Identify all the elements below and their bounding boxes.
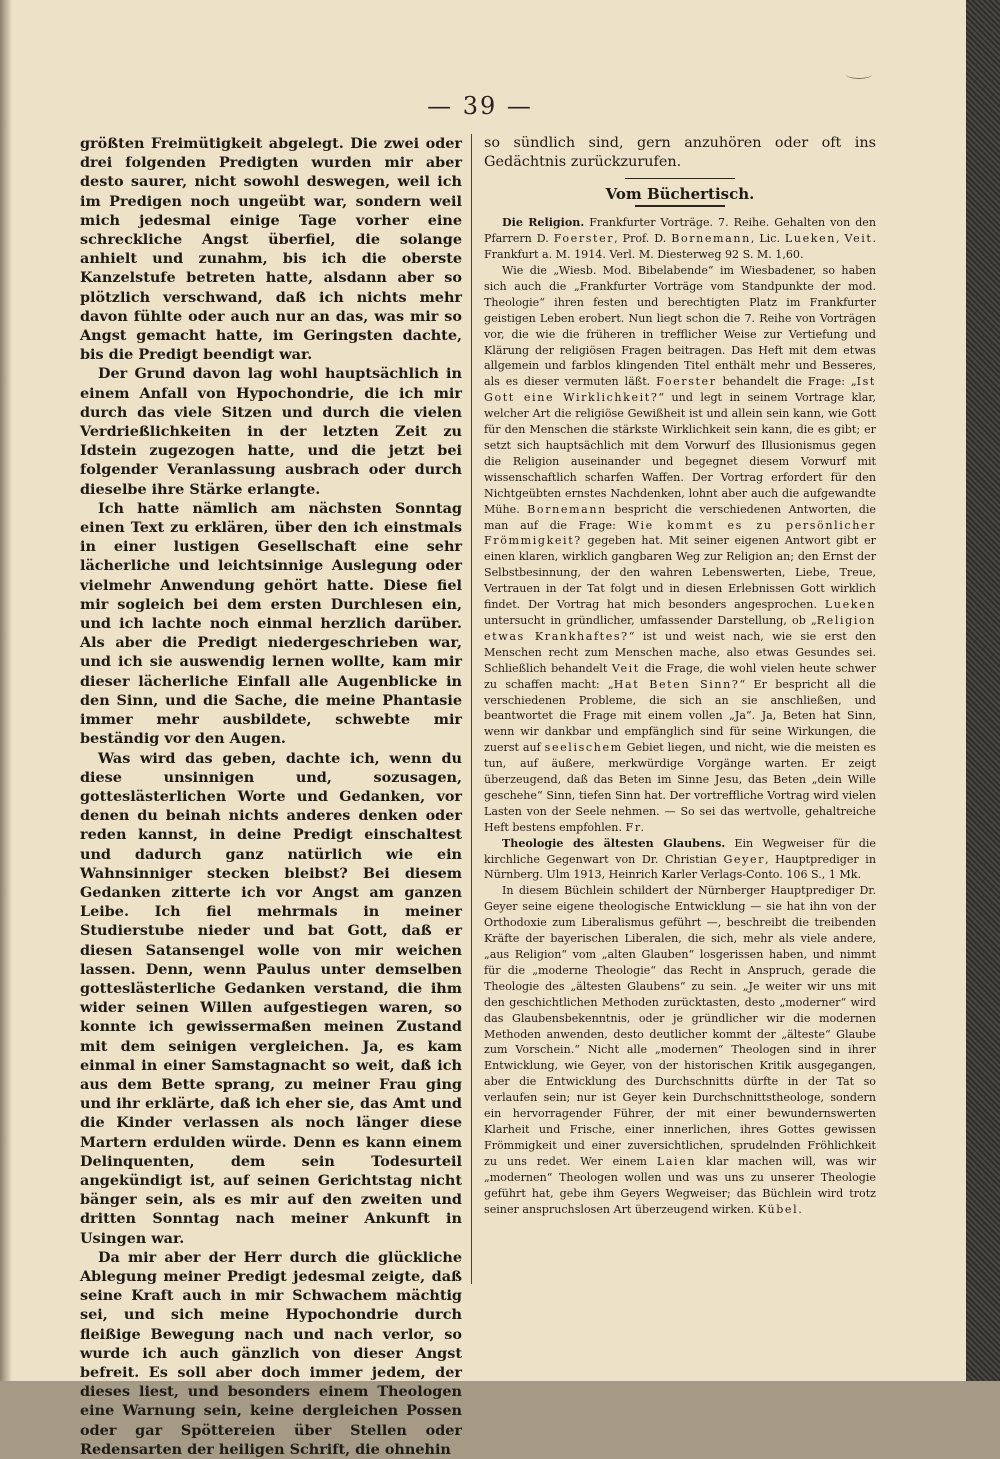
review-2-text: In diesem Büchlein schildert der Nürnberger Hauptprediger Dr. Geyer seine eigene theologische Entwicklung — sie hat ihn von der Orthodoxie zum Liberalismus geführt —, beschreibt die treibenden Kräfte der bayerischen Liberalen, die sich, mehr als viele andere, „aus Religion“ vom „alten Glauben“ losgerissen haben, und nimmt für die „moderne Theologie“ das Recht in Anspruch, gerade die Theologie des „ältesten Glaubens“ zu sein. „Je weiter wir uns mit den geschichtlichen Methoden zurücktasten, desto „moderner“ wird das Glaubensbekenntnis, oder je gründlicher wir die modernen Methoden anwenden, desto deutlicher kommt der „älteste“ Glaube zum Vorschein.“ Nicht alle „modernen“ Theologen sind in ihrer Entwicklung, wie Geyer, von der historischen Kritik ausgegangen, aber die Entwicklung des Durchschnitts dürfte in der Tat so verlaufen sein; nur ist Geyer kein Durchschnittstheologe, sondern ein hervorragender Führer, der mit einer bewundernswerten Klarheit und Frische, einer innerlichen, ihres Gottes gewissen Frömmigkeit und einer zuversichtlichen, sprudelnden Fröhlichkeit zu uns redet. Wer einem bbox=[484, 884, 876, 1168]
left-paragraph-4: Was wird das geben, dachte ich, wenn du diese unsinnigen und, sozusagen, gotteslästerlichen Worte und Gedanken, vor denen du beinah nichts anderes denken oder reden kannst, in deine Predigt einschaltest und dadurch ganz natürlich wie ein Wahnsinniger stecken bleibst? Bei diesem Gedanken zitterte ich vor Angst am ganzen Leibe. Ich fiel mehrmals in meiner Studierstube nieder und bat Gott, daß er diesen Satansengel wolle von mir weichen lassen. Denn, wenn Paulus unter demselben gotteslästerliche Gedanken verstand, die ihm wider seinen Willen aufgestiegen waren, so konnte ich gewissermaßen meinen Zustand mit dem seinigen vergleichen. Ja, es kam einmal in einer Samstagnacht so weit, daß ich aus dem Bette sprang, zu meiner Frau ging und ihr erklärte, daß ich eher sie, das Amt und die Kinder verlassen als noch länger diese Martern erdulden würde. Denn es kann einem Delinquenten, dem sein Todesurteil angekündigt ist, auf seinen Gerichtstag nicht bänger sein, als es mir auf den zweiten und dritten Sonntag nach meiner Ankunft in Usingen war. bbox=[80, 749, 462, 1247]
author-geyer: Geyer bbox=[723, 852, 766, 866]
left-paragraph-3: Ich hatte nämlich am nächsten Sonntag einen Text zu erklären, über den ich einstmals in einer lustigen Gesellschaft eine sehr lächerliche und leichtsinnige Auslegung oder vielmehr Anwendung gehört hatte. Diese fiel mir sogleich bei dem ersten Durchlesen ein, und ich lachte noch einmal herzlich darüber. Als aber die Predigt niedergeschrieben war, und ich sie auswendig lernen wollte, kam mir dieser lächerliche Einfall alle Augenblicke in den Sinn, und die Sache, die meine Phantasie immer mehr ausbildete, schwebte mir beständig vor den Augen. bbox=[80, 499, 462, 748]
emphasis: Laien bbox=[656, 1154, 697, 1168]
review-1-text: Gebiet liegen, und nicht, wie die meisten es tun, auf äußere, merkwürdige Vorgänge warten. Er zeigt überzeugend, daß das Beten im Sinne Jesu, das Beten „dein Wille geschehe“ Sinn, tiefen Sinn hat. Der vortreffliche Vortrag wird vielen Lasten von der Seele nehmen. — So sei das wertvolle, gehaltreiche Heft bestens empfohlen. bbox=[484, 741, 876, 834]
section-title: Vom Büchertisch. bbox=[605, 185, 755, 204]
author-bornemann: Bornemann bbox=[527, 502, 607, 516]
review-1-title: Die Religion. bbox=[502, 216, 585, 230]
review-1-body bbox=[484, 263, 876, 836]
review-1-text: Wie die „Wiesb. Mod. Bibelabende“ im Wiesbadener, so haben sich auch die „Frankfurter Vorträge vom Standpunkte der mod. Theologie“ ihren festen und berechtigten Platz im Frankfurter geistigen Leben erobert. Nun liegt schon die 7. Reihe von Vorträgen vor, die wie die früheren in trefflicher Weise zur Vertiefung und Klärung der religiösen Fragen beitragen. Das Heft mit dem etwas allgemein und farblos klingenden Titel enthält mehr und Besseres, als es dieser vermuten läßt. bbox=[484, 264, 876, 389]
emphasis: seelischem bbox=[544, 741, 623, 755]
review-2-bib-text: , Hauptprediger in Nürnberg. Ulm 1913, Heinrich Karler Verlags-Conto. 106 S., 1 Mk. bbox=[484, 852, 876, 882]
pencil-mark bbox=[846, 70, 872, 79]
section-rule-top bbox=[625, 178, 735, 179]
author-lueken: Lueken bbox=[824, 598, 876, 612]
review-1-text: behandelt die Frage: „ bbox=[716, 375, 857, 389]
page-gutter-shadow bbox=[0, 0, 12, 1381]
left-paragraph-5: Da mir aber der Herr durch die glückliche Ablegung meiner Predigt jedesmal zeigte, daß seine Kraft auch in mir Schwachem mächtig sei, und sich meine Hypochondrie durch fleißige Bewegung nach und nach verlor, so wurde ich auch gänzlich von dieser Angst befreit. Es soll aber doch immer jedem, der dieses liest, und besonders einem Theologen eine Warnung sein, keine dergleichen Possen oder gar Spöttereien über Stellen oder Redensarten der heiligen Schrift, die ohnehin bbox=[80, 1248, 462, 1458]
review-1-bib-text: Frankfurter Vorträge. 7. Reihe. Gehalten von den Pfarrern D. bbox=[484, 216, 877, 246]
review-1-bib-text: , bbox=[836, 232, 845, 246]
review-1-text: “ Er bespricht all die verschiedenen Probleme, die sich an sie anschließen, und beantwortet die Frage mit einem vollen „Ja“. Ja, Beten hat Sinn, wenn wir dankbar und empfänglich sind für seine Wirkungen, die zuerst auf bbox=[484, 677, 876, 755]
author-lueken: Lueken bbox=[784, 232, 837, 246]
review-1-text: bespricht die verschiedenen Antworten, die man auf die Frage: bbox=[484, 502, 876, 532]
author-foerster: Foerster bbox=[656, 375, 717, 389]
lecture-title: Religion etwas Krankhaftes? bbox=[484, 613, 876, 643]
book-binding bbox=[966, 0, 1000, 1381]
review-2-title: Theologie des ältesten Glaubens. bbox=[502, 836, 726, 850]
page-number: — 39 — bbox=[427, 92, 533, 120]
left-column bbox=[80, 134, 462, 1459]
section-rule bbox=[635, 205, 725, 207]
author-bornemann: Bornemann bbox=[671, 232, 751, 246]
review-1-text: untersucht in gründlicher, umfassender Darstellung, ob „ bbox=[484, 613, 817, 627]
right-column bbox=[484, 134, 876, 1217]
review-1-text: “ und legt in seinem Vortrage klar, welcher Art die religiöse Gewißheit ist und allein sein kann, wie Gott für den Menschen die stärkste Wirklichkeit sein kann, die es gibt; er setzt sich hauptsächlich mit dem Vorwurf des Illusionismus gegen die Religion auseinander und begegnet diesem Vorwurf mit wissenschaftlich scharfen Waffen. Der Vortrag erfordert für den Nichtgeübten ernstes Nachdenken, lohnt aber auch die aufgewandte Mühe. bbox=[484, 391, 876, 516]
review-1-text: die Frage, die wohl vielen heute schwer zu schaffen macht: „ bbox=[484, 661, 876, 691]
review-1-bibliography bbox=[484, 215, 876, 263]
continued-text: so sündlich sind, gern anzuhören oder oft ins Gedächtnis zurückzurufen. bbox=[484, 135, 876, 171]
author-veit: Veit bbox=[844, 232, 873, 246]
review-1-signature: Fr. bbox=[625, 820, 646, 834]
review-1-bib-text: , Prof. D. bbox=[614, 232, 672, 246]
lecture-title: Wie kommt es zu persönlicher Frömmigkeit? bbox=[484, 518, 877, 548]
review-1-bib-text: . Frankfurt a. M. 1914. Verl. M. Diesterweg 92 S. M. 1,60. bbox=[484, 232, 876, 262]
column-divider bbox=[471, 134, 472, 1284]
review-2-body bbox=[484, 883, 876, 1217]
review-1-text: “ ist und weist nach, wie sie erst den Menschen recht zum Menschen mache, also etwas Gesundes sei. Schließlich behandelt bbox=[484, 629, 876, 675]
author-foerster: Foerster bbox=[553, 232, 615, 246]
review-2-bib-text: Ein Wegweiser für die kirchliche Gegenwart von Dr. Christian bbox=[484, 836, 876, 866]
left-paragraph-1: größten Freimütigkeit abgelegt. Die zwei oder drei folgenden Predigten wurden mir aber desto saurer, nicht sowohl deswegen, weil ich im Predigen noch ungeübt war, sondern weil mich jedesmal einige Tage vorher eine schreckliche Angst überfiel, die solange anhielt und zunahm, bis ich die oberste Kanzelstufe betreten hatte, alsdann aber so plötzlich verschwand, daß ich nichts mehr davon fühlte oder auch nur an das, was mir so Angst gemacht hatte, im Geringsten dachte, bis die Predigt beendigt war. bbox=[80, 135, 462, 364]
review-2-signature: Kübel. bbox=[757, 1202, 804, 1216]
review-2-text: klar machen will, was wir „modernen“ Theologen wollen und was uns zu unserer Theologie geführt hat, gebe ihm Geyers Wegweiser; das Büchlein wird trotz seiner anspruchslosen Art überzeugend wirken. bbox=[484, 1154, 876, 1216]
left-paragraph-2: Der Grund davon lag wohl hauptsächlich in einem Anfall von Hypochondrie, die ich mir durch das viele Sitzen und durch die vielen Verdrießlichkeiten in der letzten Zeit zu Idstein zugezogen hatte, und die jetzt bei folgender Veranlassung ausbrach oder durch dieselbe ihre Stärke erlangte. bbox=[80, 365, 462, 498]
review-2-bibliography bbox=[484, 836, 876, 884]
author-veit: Veit bbox=[611, 661, 640, 675]
review-1-text: gegeben hat. Mit seiner eigenen Antwort gibt er einen klaren, wirklich gangbaren Weg zur Religion an; den Ernst der Selbstbesinnung, der den wahren Lebenswerten, Liebe, Treue, Vertrauen in der Tat folgt und in diesen Erlebnissen Gott wirklich findet. Der Vortrag hat mich besonders angesprochen. bbox=[484, 534, 876, 612]
lecture-title: Ist Gott eine Wirklichkeit? bbox=[484, 375, 876, 405]
lecture-title: Hat Beten Sinn? bbox=[613, 677, 740, 691]
review-1-bib-text: , Lic. bbox=[750, 232, 785, 246]
